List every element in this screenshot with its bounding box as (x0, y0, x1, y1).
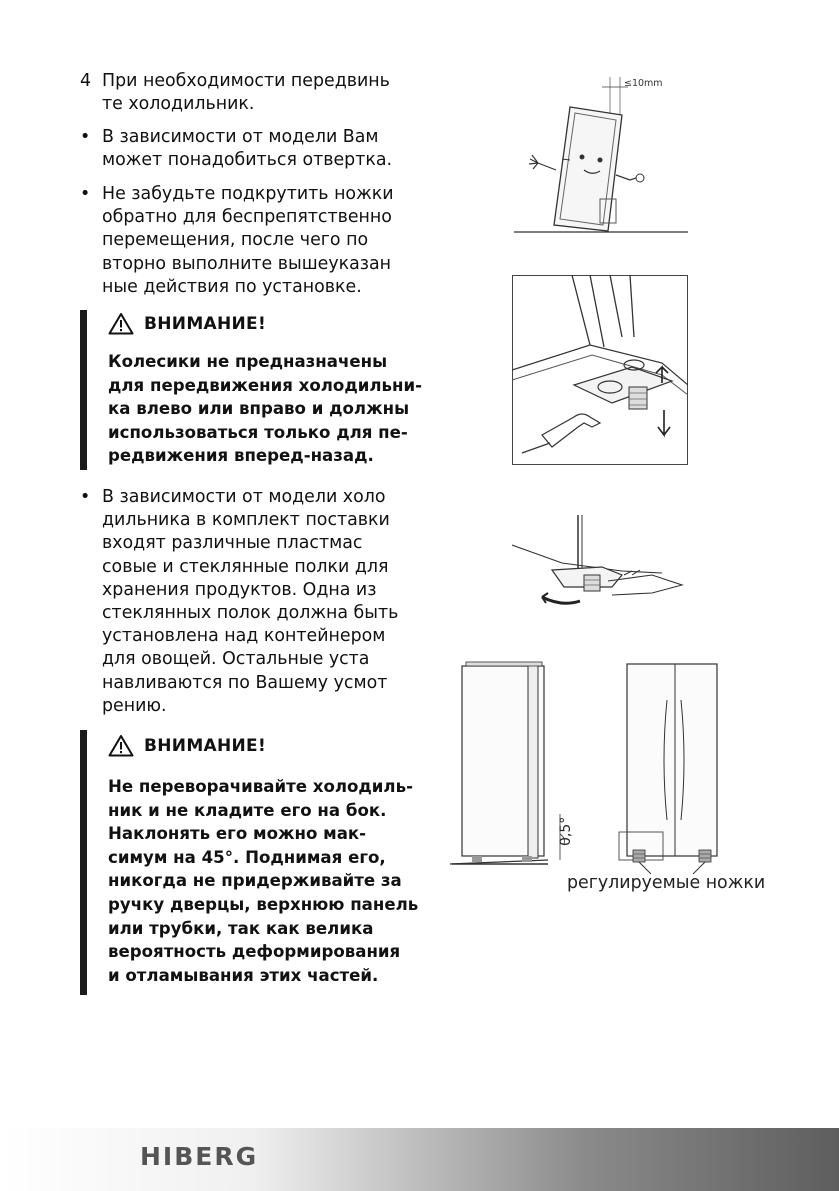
text-line: обратно для беспрепятственно (102, 207, 392, 228)
warning-header (108, 312, 266, 335)
text-line: входят различные пластмас (102, 533, 363, 554)
text-line: ник и не кладите его на бок. (108, 800, 387, 820)
brand-logo: HIBERG (140, 1142, 259, 1171)
text-line: симум на 45°. Поднимая его, (108, 847, 386, 867)
text-line: совые и стеклянные полки для (102, 556, 389, 577)
text-line: рению. (102, 695, 167, 716)
figure-front-view (615, 660, 725, 875)
text-line: хранения продуктов. Одна из (102, 579, 377, 600)
text-line: навливаются по Вашему усмот (102, 672, 388, 693)
text-line: или трубки, так как велика (108, 918, 374, 938)
text-line: Не переворачивайте холодиль- (108, 777, 413, 796)
footer-bar (0, 1128, 839, 1191)
figure-tilted-fridge (512, 75, 690, 235)
text-line: никогда не придерживайте за (108, 871, 402, 891)
text-line: использоваться только для пе- (108, 422, 408, 442)
gap-label: ≤10mm (624, 78, 663, 89)
figure-side-view (448, 658, 588, 868)
bullet-text (102, 486, 398, 718)
warning-body (108, 350, 422, 468)
bullet-marker: • (80, 487, 91, 507)
bullet-marker: • (80, 184, 91, 204)
feet-caption: регулируемые ножки (567, 873, 766, 893)
text-line: ка влево или вправо и должны (108, 399, 410, 419)
text-line: вероятность деформирования (108, 942, 401, 962)
text-line: те холодильник. (102, 94, 255, 115)
warning-header (108, 734, 266, 757)
step-number: 4 (80, 71, 92, 91)
text-line: и отламывания этих частей. (108, 965, 379, 985)
warning-body (108, 775, 418, 987)
text-line: При необходимости передвинь (102, 71, 390, 91)
figure-wrench-foot (512, 275, 688, 465)
text-line: дильника в комплект поставки (102, 510, 390, 531)
warning-title: ВНИМАНИЕ! (144, 313, 267, 334)
text-line: установлена над контейнером (102, 626, 386, 647)
warning-title: ВНИМАНИЕ! (144, 735, 267, 756)
text-line: В зависимости от модели Вам (102, 127, 379, 147)
text-line: стеклянных полок должна быть (102, 603, 399, 624)
bullet-text (102, 183, 394, 299)
text-line: для овощей. Остальные уста (102, 649, 370, 670)
text-line: Не забудьте подкрутить ножки (102, 184, 394, 204)
text-line: редвижения вперед-назад. (108, 446, 374, 466)
warning-bar (80, 730, 87, 995)
warning-wheels (80, 310, 425, 470)
text-line: В зависимости от модели холо (102, 487, 386, 507)
text-line: Наклонять его можно мак- (108, 824, 367, 844)
figure-screwdriver-foot (512, 515, 688, 620)
text-line: вторно выполните вышеуказан (102, 253, 392, 274)
text-line: для передвижения холодильни- (108, 375, 422, 395)
step-4-text (102, 70, 390, 116)
text-line: перемещения, после чего по (102, 230, 369, 251)
bullet-text (102, 126, 392, 172)
text-line: Колесики не предназначены (108, 352, 388, 371)
warning-bar (80, 310, 87, 470)
warning-triangle-icon (108, 312, 134, 335)
text-line: может понадобиться отвертка. (102, 150, 393, 171)
warning-tilt (80, 730, 425, 995)
bullet-marker: • (80, 127, 91, 147)
text-line: ручку дверцы, верхнюю панель (108, 894, 419, 914)
angle-label: 0,5° (558, 816, 574, 846)
warning-triangle-icon (108, 734, 134, 757)
text-line: ные действия по установке. (102, 276, 362, 297)
